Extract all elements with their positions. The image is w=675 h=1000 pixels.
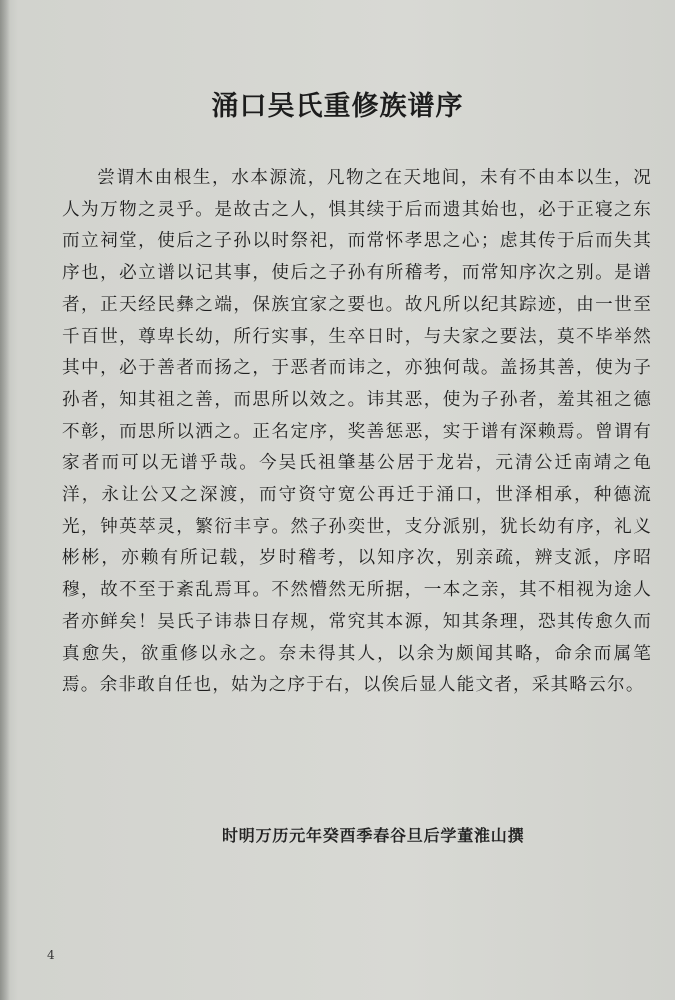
preface-paragraph: 尝谓木由根生，水本源流，凡物之在天地间，未有不由本以生，况人为万物之灵乎。是故古之人，惧其续于后而遗其始也，必于正寝之东而立祠堂，使后之子孙以时祭祀，而常怀孝思之心；虑其传于后而失其序也，必立谱以记其事，使后之子孙有所稽考，而常知序次之别。是谱者，正天经民彝之端，保族宜家之要也。故凡所以纪其踪迹，由一世至千百世，尊卑长幼，所行实事，生卒日时，与夫家之要法，莫不毕举然其中，必于善者而扬之，于恶者而讳之，亦独何哉。盖扬其善，使为子孙者，知其祖之善，而思所以效之。讳其恶，使为子孙者，羞其祖之德不彰，而思所以洒之。正名定序，奖善惩恶，实于谱有深赖焉。曾谓有家者而可以无谱乎哉。今吴氏祖肇基公居于龙岩，元清公迁南靖之龟洋，永让公又之深渡，而守资守宽公再迁于涌口，世泽相承，种德流光，钟英萃灵，繁衍丰亨。然子孙奕世，支分派别，犹长幼有序，礼义彬彬，亦赖有所记载，岁时稽考，以知序次，别亲疏，辨支派，序昭穆，故不至于紊乱焉耳。不然懵然无所据，一本之亲，其不相视为途人者亦鲜矣！吴氏子讳恭日存规，常究其本源，知其条理，恐其传愈久而真愈失，欲重修以永之。奈未得其人，以余为颇闻其略，命余而属笔焉。余非敢自任也，姑为之序于右，以俟后显人能文者，采其略云尔。 — [62, 168, 652, 696]
preface-body — [62, 163, 652, 702]
page-gutter-shadow — [0, 0, 10, 1000]
author-signature: 时明万历元年癸酉季春谷旦后学董淮山撰 — [222, 826, 525, 845]
page-number: 4 — [47, 948, 55, 962]
document-title: 涌口吴氏重修族谱序 — [211, 91, 464, 122]
